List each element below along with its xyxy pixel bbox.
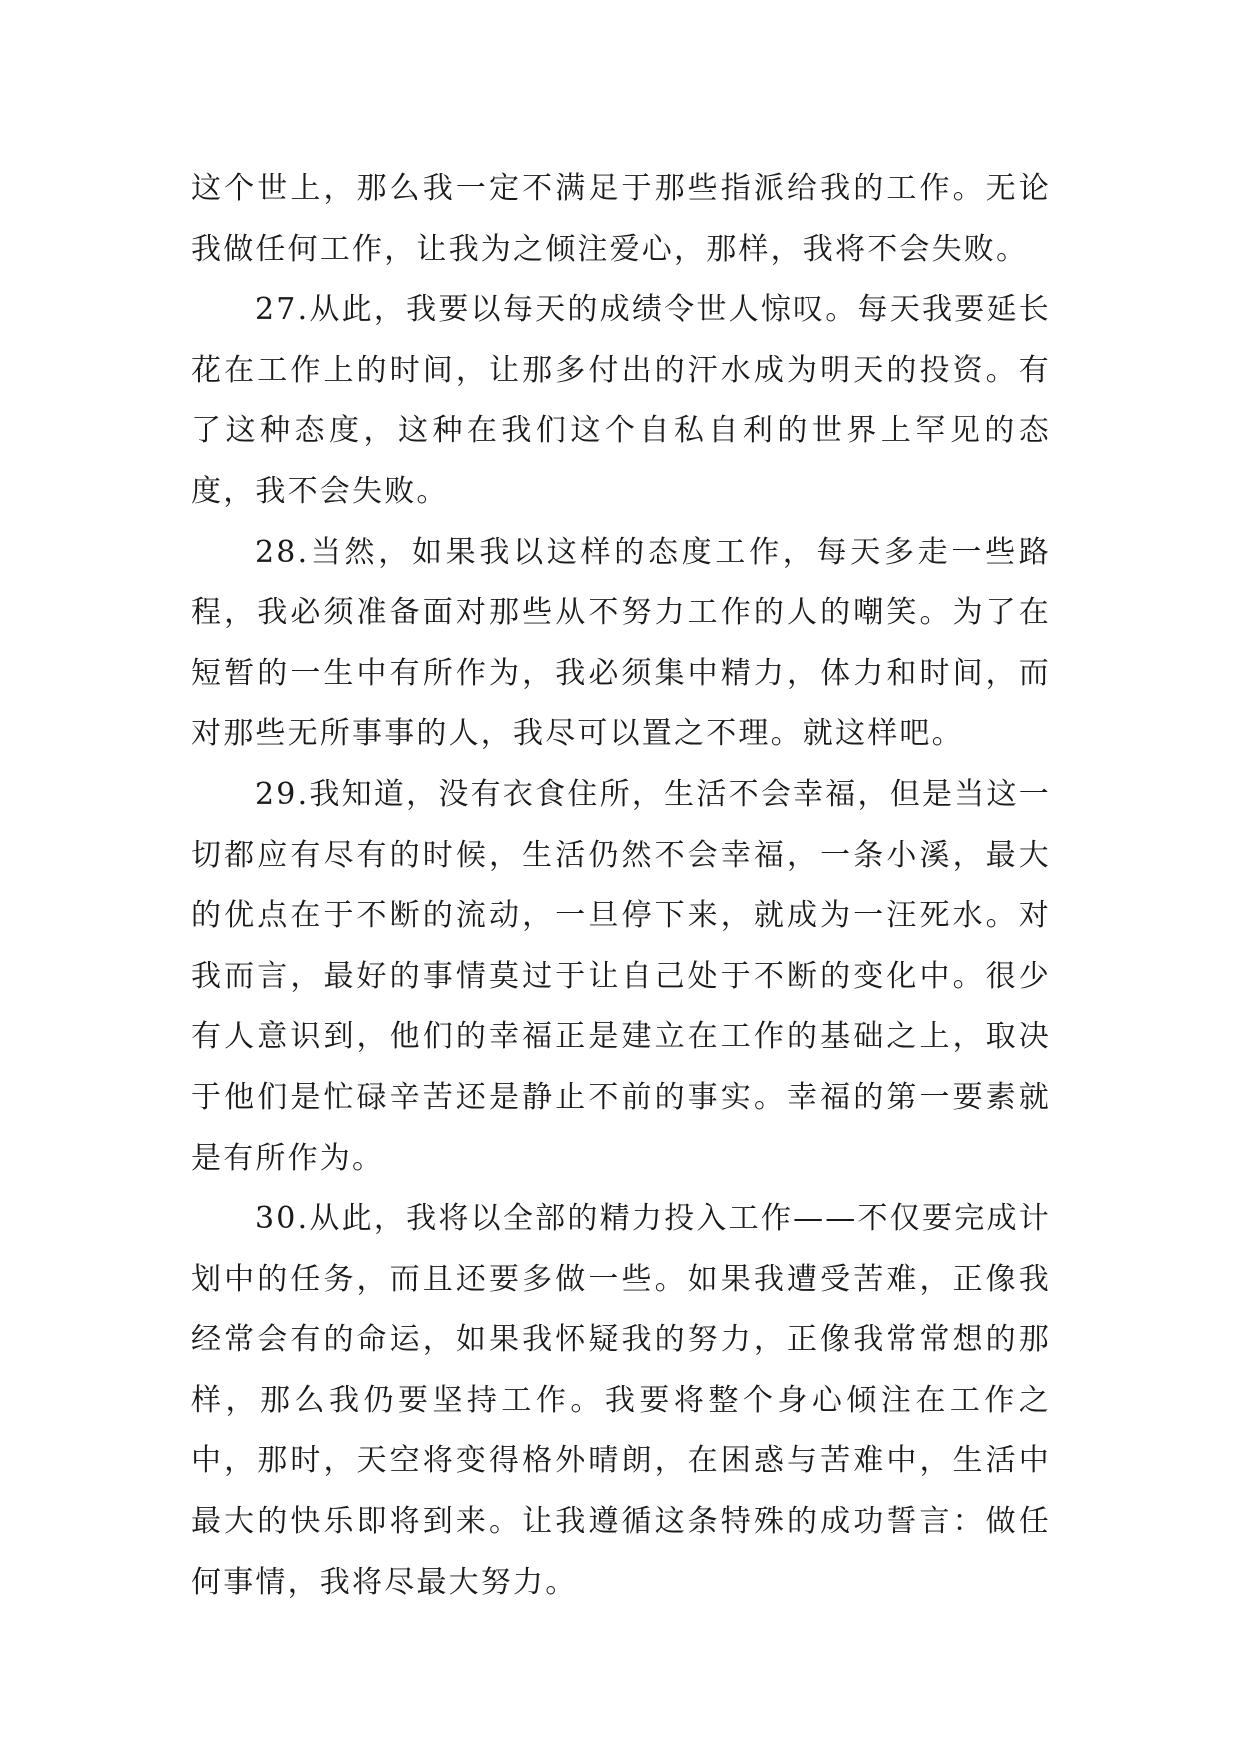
- paragraph-27: 27.从此，我要以每天的成绩令世人惊叹。每天我要延长花在工作上的时间，让那多付出的汗水成为明天的投资。有了这种态度，这种在我们这个自私自利的世界上罕见的态度，我不会失败。: [191, 292, 1051, 509]
- paragraph-28: 28.当然，如果我以这样的态度工作，每天多走一些路程，我必须准备面对那些从不努力工作的人的嘲笑。为了在短暂的一生中有所作为，我必须集中精力，体力和时间，而对那些无所事事的人，我尽可以置之不理。就这样吧。: [191, 534, 1051, 752]
- paragraph-29: 29.我知道，没有衣食住所，生活不会幸福，但是当这一切都应有尽有的时候，生活仍然不会幸福，一条小溪，最大的优点在于不断的流动，一旦停下来，就成为一汪死水。对我而言，最好的事情莫过于让自己处于不断的变化中。很少有人意识到，他们的幸福正是建立在工作的基础之上，取决于他们是忙碌辛苦还是静止不前的事实。幸福的第一要素就是有所作为。: [191, 776, 1051, 1176]
- document-body: [191, 159, 1051, 1613]
- paragraph-continuation: 这个世上，那么我一定不满足于那些指派给我的工作。无论我做任何工作，让我为之倾注爱心，那样，我将不会失败。: [191, 171, 1051, 267]
- paragraph-30: 30.从此，我将以全部的精力投入工作——不仅要完成计划中的任务，而且还要多做一些。如果我遭受苦难，正像我经常会有的命运，如果我怀疑我的努力，正像我常常想的那样，那么我仍要坚持工作。我要将整个身心倾注在工作之中，那时，天空将变得格外晴朗，在困惑与苦难中，生活中最大的快乐即将到来。让我遵循这条特殊的成功誓言：做任何事情，我将尽最大努力。: [191, 1201, 1051, 1600]
